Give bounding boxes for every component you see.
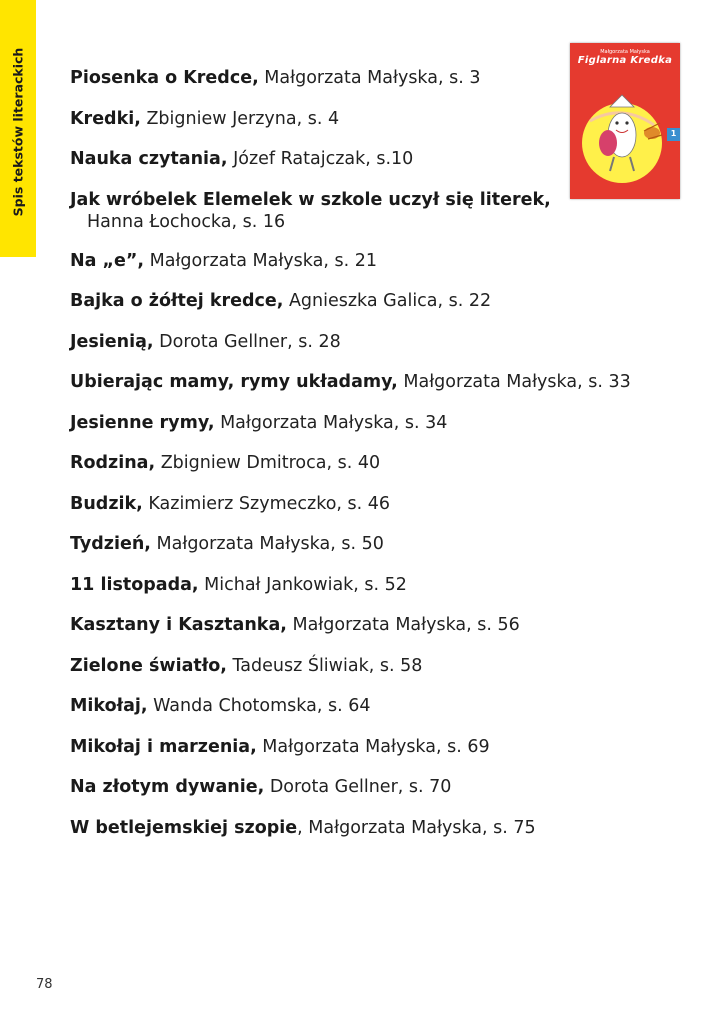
toc-entry-title: Jak wróbelek Elemelek w szkole uczył się literek, bbox=[70, 189, 551, 210]
toc-entry-author-page: Dorota Gellner, s. 28 bbox=[153, 331, 341, 352]
toc-entry bbox=[70, 332, 650, 353]
toc-entry-author-page: Michał Jankowiak, s. 52 bbox=[198, 574, 407, 595]
toc-entry bbox=[70, 656, 650, 677]
book-cover-image bbox=[570, 43, 680, 199]
book-cover-illustration bbox=[570, 43, 680, 199]
toc-entry-author-page: , Małgorzata Małyska, s. 75 bbox=[297, 817, 536, 838]
toc-entry bbox=[70, 818, 650, 839]
book-cover-author: Małgorzata Małyska bbox=[600, 49, 650, 55]
toc-entry bbox=[70, 737, 650, 758]
toc-entry-title: Na złotym dywanie, bbox=[70, 777, 265, 797]
toc-entry-author-page: Małgorzata Małyska, s. 69 bbox=[256, 736, 490, 757]
toc-entry-title: Budzik, bbox=[70, 493, 143, 514]
toc-entry bbox=[70, 372, 650, 393]
toc-entry-author-page: Małgorzata Małyska, s. 3 bbox=[258, 68, 481, 88]
section-tab-label: Spis tekstów literackich bbox=[10, 47, 26, 217]
toc-entry-author-page: Tadeusz Śliwiak, s. 58 bbox=[226, 655, 423, 676]
book-cover-title: Figlarna Kredka bbox=[577, 55, 673, 66]
toc-entry-title: Jesienne rymy, bbox=[70, 412, 215, 433]
toc-entry-title: Bajka o żółtej kredce, bbox=[70, 291, 284, 311]
toc-entry-author-page: Dorota Gellner, s. 70 bbox=[264, 777, 452, 797]
toc-entry-title: Ubierając mamy, rymy układamy, bbox=[70, 372, 398, 392]
toc-entry bbox=[70, 291, 650, 312]
toc-entry bbox=[70, 413, 650, 434]
toc-entry-author-page: Małgorzata Małyska, s. 21 bbox=[144, 250, 377, 271]
toc-entry bbox=[70, 534, 650, 555]
toc-entry-author-page: Zbigniew Dmitroca, s. 40 bbox=[155, 453, 381, 473]
toc-entry-author-page: Małgorzata Małyska, s. 56 bbox=[286, 615, 520, 635]
toc-entry-author-page: Hanna Łochocka, s. 16 bbox=[87, 211, 286, 232]
toc-entry bbox=[70, 68, 650, 89]
toc-entry-title: Na „e”, bbox=[70, 250, 145, 271]
toc-entry-author-page: Wanda Chotomska, s. 64 bbox=[147, 696, 371, 716]
toc-entry bbox=[70, 149, 650, 170]
page-number: 78 bbox=[36, 977, 53, 992]
toc-entry-title: 11 listopada, bbox=[70, 574, 199, 595]
toc-entry-author-page: Agnieszka Galica, s. 22 bbox=[283, 291, 492, 311]
toc-entry bbox=[70, 575, 650, 596]
toc-entry bbox=[70, 777, 650, 798]
toc-entry-title: Nauka czytania, bbox=[70, 149, 228, 169]
toc-entry-author-page: Zbigniew Jerzyna, s. 4 bbox=[140, 108, 340, 129]
toc-entry-author-page: Kazimierz Szymeczko, s. 46 bbox=[142, 493, 391, 514]
toc-entry-title: Piosenka o Kredce, bbox=[70, 68, 259, 88]
toc-entry-title: Kredki, bbox=[70, 108, 141, 129]
toc-entry bbox=[70, 615, 650, 636]
toc-entry-author-page: Małgorzata Małyska, s. 33 bbox=[397, 372, 631, 392]
toc-entry-author-page: Małgorzata Małyska, s. 34 bbox=[214, 412, 448, 433]
table-of-contents bbox=[70, 68, 650, 858]
toc-entry-title: Zielone światło, bbox=[70, 655, 227, 676]
toc-entry bbox=[70, 494, 650, 515]
toc-entry bbox=[70, 109, 650, 130]
toc-entry-title: Rodzina, bbox=[70, 453, 156, 473]
toc-entry bbox=[70, 251, 650, 272]
toc-entry-author-page: Józef Ratajczak, s.10 bbox=[227, 149, 414, 169]
book-cover-volume: 1 bbox=[670, 129, 677, 138]
toc-entry-title: W betlejemskiej szopie bbox=[70, 817, 298, 838]
toc-entry-author-page: Małgorzata Małyska, s. 50 bbox=[150, 534, 384, 554]
toc-entry bbox=[70, 696, 650, 717]
toc-entry-title: Tydzień, bbox=[70, 534, 151, 554]
toc-entry bbox=[70, 190, 650, 233]
toc-entry-title: Jesienią, bbox=[70, 331, 154, 352]
toc-entry bbox=[70, 453, 650, 474]
section-tab bbox=[0, 0, 36, 257]
toc-entry-title: Mikołaj i marzenia, bbox=[70, 736, 257, 757]
toc-entry-title: Mikołaj, bbox=[70, 696, 148, 716]
toc-entry-title: Kasztany i Kasztanka, bbox=[70, 615, 287, 635]
